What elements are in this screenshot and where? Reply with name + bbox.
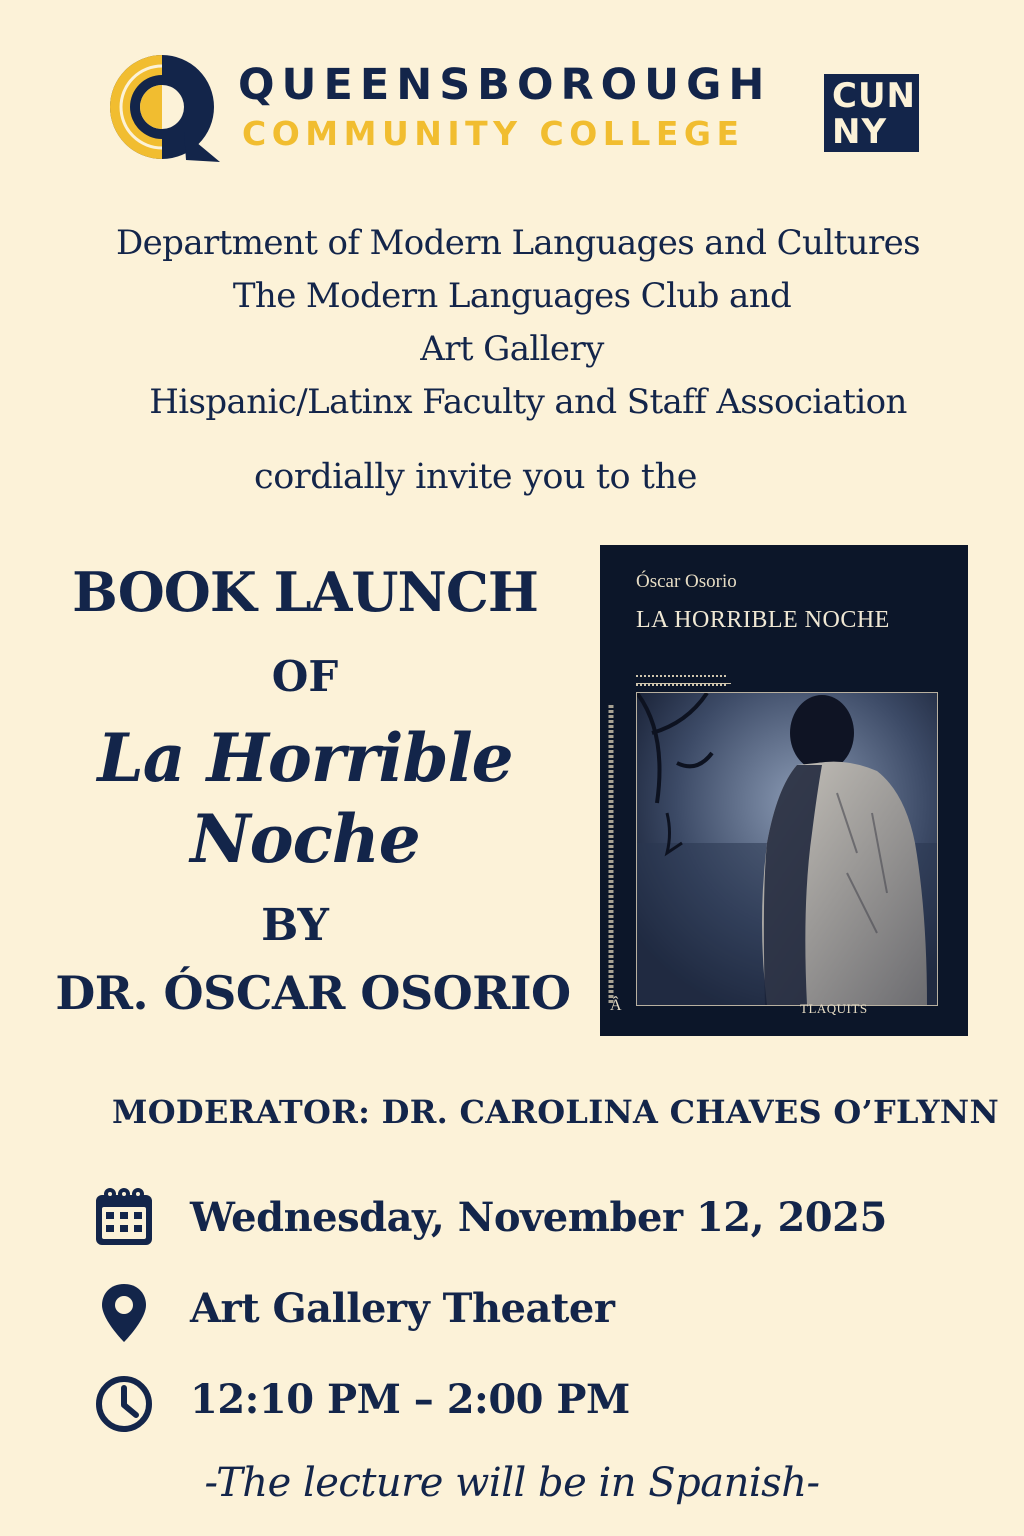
sponsor-line: Department of Modern Languages and Cultures [116,223,920,263]
cuny-logo-line2: NY [832,112,888,152]
cover-ornament [636,675,726,686]
language-note: -The lecture will be in Spanish- [204,1460,820,1506]
event-date: Wednesday, November 12, 2025 [190,1194,887,1241]
book-title-line1: La Horrible [97,719,513,797]
sponsor-line: The Modern Languages Club and [232,276,792,316]
publisher-mark: Â [610,997,622,1014]
cover-publisher: TLAQUITS [800,1001,868,1016]
event-location: Art Gallery Theater [190,1285,615,1332]
cover-spine-text [602,705,620,1005]
cover-title: LA HORRIBLE NOCHE [636,607,890,633]
cover-divider [636,683,731,684]
event-by: BY [261,900,329,951]
book-cover [600,545,968,1036]
event-author: DR. ÓSCAR OSORIO [55,966,571,1020]
location-pin-icon [92,1280,156,1344]
clock-icon [92,1372,156,1436]
moderator-text: MODERATOR: DR. CAROLINA CHAVES O’FLYNN [112,1093,1000,1131]
cuny-logo-line1: CUN [832,76,917,116]
book-title-line2: Noche [190,800,420,878]
event-time: 12:10 PM – 2:00 PM [190,1376,630,1423]
event-of: OF [271,652,339,701]
sponsor-line: Art Gallery [420,329,604,369]
cover-author: Óscar Osorio [636,571,737,592]
sponsor-line: Hispanic/Latinx Faculty and Staff Association [149,382,907,422]
college-subtitle: COMMUNITY COLLEGE [242,114,745,153]
college-logo-icon [100,52,224,164]
invite-text: cordially invite you to the [254,457,698,497]
event-type: BOOK LAUNCH [72,560,538,624]
cuny-logo [824,74,919,152]
college-name: QUEENSBOROUGH [238,60,772,110]
calendar-icon [92,1185,156,1249]
cover-photo [636,692,938,1006]
